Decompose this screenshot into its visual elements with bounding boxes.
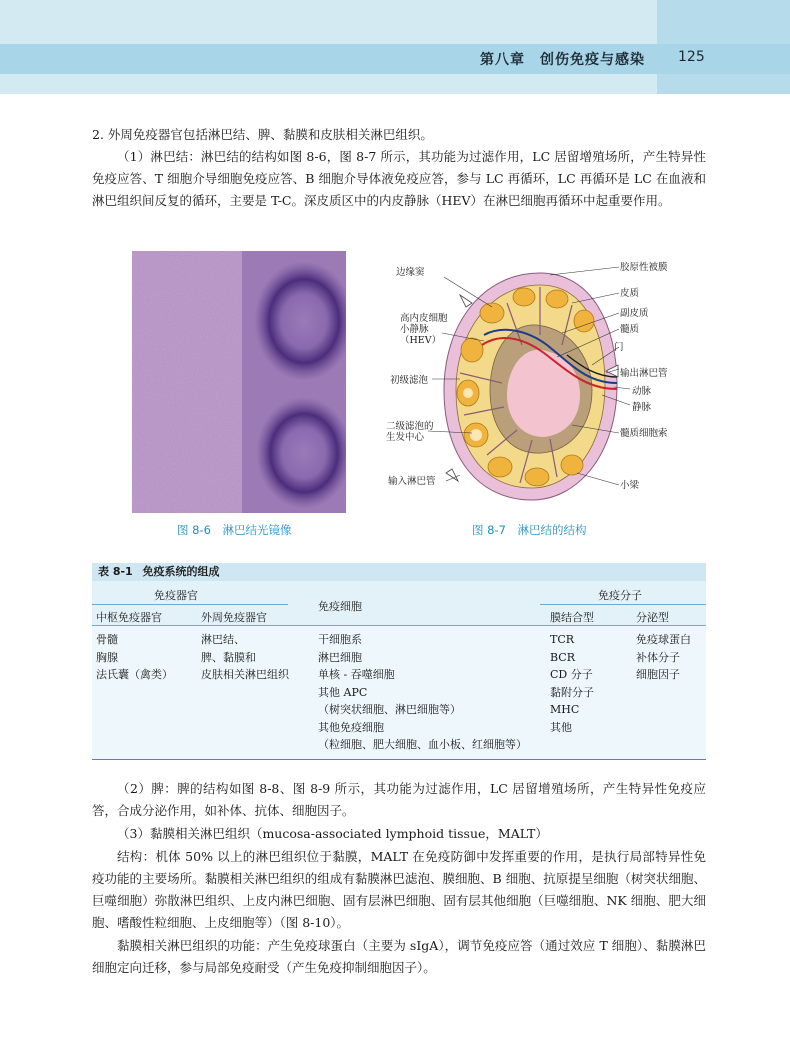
list-item: 骨髓 xyxy=(96,633,118,646)
paragraph-malt-function: 黏膜相关淋巴组织的功能：产生免疫球蛋白（主要为 sIgA），调节免疫应答（通过效应 T 细胞）、黏膜淋巴细胞定向迁移，参与局部免疫耐受（产生免疫抑制细胞因子）。 xyxy=(92,938,706,975)
list-item: MHC xyxy=(550,703,580,716)
list-item: 其他免疫细胞 xyxy=(318,720,384,734)
header-immune-cells: 免疫细胞 xyxy=(318,600,362,613)
list-item: BCR xyxy=(550,650,575,664)
label-artery: 动脉 xyxy=(632,386,652,397)
label-hev-3: （HEV） xyxy=(400,335,442,346)
lymph-node-micrograph xyxy=(132,251,346,513)
header-immune-organs: 免疫器官 xyxy=(154,589,198,602)
column-peripheral-organs xyxy=(201,631,289,684)
column-central-organs xyxy=(96,631,173,684)
list-item: 法氏囊（禽类） xyxy=(96,668,173,681)
label-efferent-lymphatic: 输出淋巴管 xyxy=(620,368,668,379)
chapter-title: 第八章 创伤免疫与感染 xyxy=(480,52,645,68)
list-item: 淋巴结、 xyxy=(201,633,245,646)
label-cortex: 皮质 xyxy=(620,288,640,299)
paragraph-malt-structure: 结构：机体 50% 以上的淋巴组织位于黏膜，MALT 在免疫防御中发挥重要的作用，是执行局部特异性免疫功能的主要场所。黏膜相关淋巴组织的组成有黏膜淋巴滤泡、膜细胞、B 细胞、抗原提呈细胞（树突状细胞、巨噬细胞）弥散淋巴组织、上皮内淋巴细胞、固有层淋巴细胞、固有层其他细胞（巨噬细胞、NK 细胞、肥大细胞、嗜酸性粒细胞、上皮细胞等）（图 8-10）。 xyxy=(92,849,706,930)
page-number: 125 xyxy=(678,49,705,65)
paragraph-malt-heading: （3）黏膜相关淋巴组织（mucosa-associated lymphoid tissue，MALT） xyxy=(117,826,548,841)
list-item: 干细胞系 xyxy=(318,633,362,646)
list-item: 胸腺 xyxy=(96,650,118,664)
label-secondary-follicle-2: 生发中心 xyxy=(386,432,425,443)
table-caption: 免疫系统的组成 xyxy=(142,565,220,578)
table-title xyxy=(92,563,706,581)
list-item: 黏附分子 xyxy=(550,685,594,699)
list-item: （粒细胞、肥大细胞、血小板、红细胞等） xyxy=(318,738,527,751)
label-primary-follicle: 初级滤泡 xyxy=(390,375,429,386)
figure-8-7-caption: 图 8-7 淋巴结的结构 xyxy=(472,523,587,537)
label-afferent-lymphatic: 输入淋巴管 xyxy=(388,476,436,487)
paragraph-spleen: （2）脾：脾的结构如图 8-8、图 8-9 所示，其功能为过滤作用，LC 居留增殖场所，产生特异性免疫应答，合成分泌作用，如补体、抗体、细胞因子。 xyxy=(92,781,706,818)
list-item: 皮肤相关淋巴组织 xyxy=(201,668,289,681)
column-membrane-bound xyxy=(550,631,594,736)
column-secreted xyxy=(636,631,691,684)
label-secondary-follicle-1: 二级滤泡的 xyxy=(386,421,434,432)
label-marginal-sinus: 边缘窦 xyxy=(396,267,425,278)
list-item: （树突状细胞、淋巴细胞等） xyxy=(318,703,461,716)
label-paracortex: 副皮质 xyxy=(620,308,649,319)
label-hev-2: 小静脉 xyxy=(400,324,429,335)
paragraph-peripheral-organs: 2. 外周免疫器官包括淋巴结、脾、黏膜和皮肤相关淋巴组织。 xyxy=(92,127,433,142)
list-item: 脾、黏膜和 xyxy=(201,650,256,664)
list-item: 其他 xyxy=(550,720,572,734)
paragraph-lymph-node: （1）淋巴结：淋巴结的结构如图 8-6，图 8-7 所示，其功能为过滤作用，LC 居留增殖场所，产生特异性免疫应答、T 细胞介导细胞免疫应答、B 细胞介导体液免疫应答，参与 LC 再循环，LC 再循环是 LC 在血液和淋巴组织间反复的循环，主要是 T-C。深皮质区中的内皮静脉（HEV）在淋巴细胞再循环中起重要作用。 xyxy=(92,149,706,208)
list-item: 细胞因子 xyxy=(636,668,680,681)
page-header xyxy=(0,0,790,94)
list-item: 淋巴细胞 xyxy=(318,650,362,664)
header-secreted: 分泌型 xyxy=(636,611,669,624)
header-immune-molecules: 免疫分子 xyxy=(598,589,642,602)
list-item: 其他 APC xyxy=(318,685,368,699)
list-item: CD 分子 xyxy=(550,668,593,681)
header-membrane-bound: 膜结合型 xyxy=(550,611,594,624)
header-central-organs: 中枢免疫器官 xyxy=(96,611,162,624)
header-peripheral-organs: 外周免疫器官 xyxy=(201,611,267,624)
table-number: 表 8-1 xyxy=(98,565,133,578)
list-item: 补体分子 xyxy=(636,650,680,664)
label-hilum: 门 xyxy=(614,342,624,353)
label-capsule: 胶原性被膜 xyxy=(620,262,668,273)
label-hev-1: 高内皮细胞 xyxy=(400,313,448,324)
lymph-node-structure-diagram xyxy=(372,255,712,515)
figure-8-6-caption: 图 8-6 淋巴结光镜像 xyxy=(177,523,292,537)
list-item: 单核 - 吞噬细胞 xyxy=(318,668,395,681)
list-item: TCR xyxy=(550,633,575,646)
label-trabecula: 小梁 xyxy=(620,480,640,491)
label-medullary-cords: 髓质细胞索 xyxy=(620,428,668,439)
column-immune-cells xyxy=(318,631,527,754)
label-medulla: 髓质 xyxy=(620,324,640,335)
label-vein: 静脉 xyxy=(632,402,652,413)
list-item: 免疫球蛋白 xyxy=(636,633,691,646)
